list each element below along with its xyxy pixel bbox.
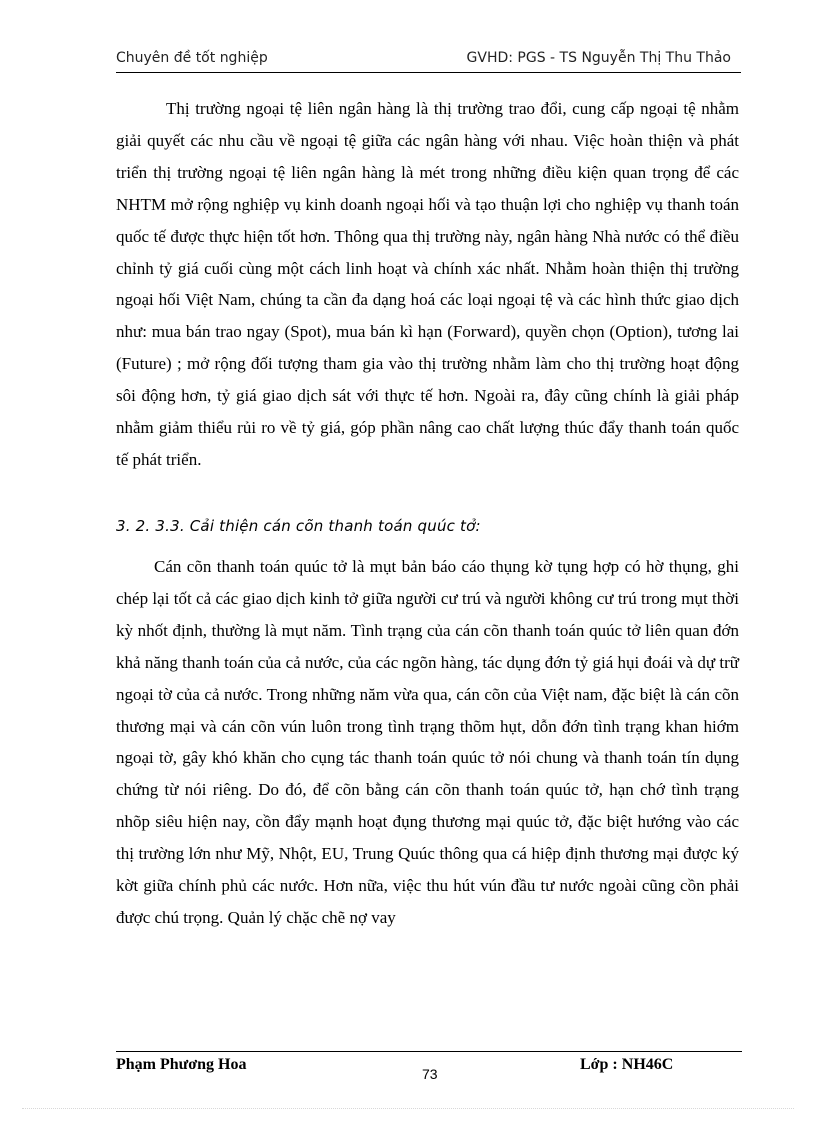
footer-class: Lớp : NH46C xyxy=(580,1056,674,1073)
page-number: 73 xyxy=(422,1066,438,1082)
paragraph-interbank-market: Thị trường ngoại tệ liên ngân hàng là thị trường trao đổi, cung cấp ngoại tệ nhằm giải quyết các nhu cầu về ngoại tệ giữa các ngân hàng với nhau. Việc hoàn thiện và phát triển thị trường ngoại tệ liên ngân hàng là mét trong những điều kiện quan trọng để các NHTM mở rộng nghiệp vụ kinh doanh ngoại hối và tạo thuận lợi cho nghiệp vụ thanh toán quốc tế được thực hiện tốt hơn. Thông qua thị trường này, ngân hàng Nhà nước có thể điều chỉnh tỷ giá cuối cùng một cách linh hoạt và chính xác nhất. Nhằm hoàn thiện thị trường ngoại hối Việt Nam, chúng ta cần đa dạng hoá các loại ngoại tệ và các hình thức giao dịch như: mua bán trao ngay (Spot), mua bán kì hạn (Forward), quyền chọn (Option), tương lai (Future) ; mở rộng đối tượng tham gia vào thị trường nhằm làm cho thị trường hoạt động sôi động hơn, tỷ giá giao dịch sát với thực tế hơn. Ngoài ra, đây cũng chính là giải pháp nhằm giảm thiểu rủi ro về tỷ giá, góp phần nâng cao chất lượng thúc đẩy thanh toán quốc tế phát triển. xyxy=(116,99,739,469)
page-header xyxy=(116,48,741,73)
section-heading: 3. 2. 3.3. Cải thiện cán cõn thanh toán quúc tở: xyxy=(116,517,481,535)
header-supervisor: GVHD: PGS - TS Nguyễn Thị Thu Thảo xyxy=(466,50,731,66)
footer-author: Phạm Phương Hoa xyxy=(116,1056,247,1073)
header-document-type: Chuyên đề tốt nghiệp xyxy=(116,50,268,66)
page-edge-divider xyxy=(22,1108,794,1109)
paragraph-balance-of-payments: Cán cõn thanh toán quúc tở là mụt bản báo cáo thụng kờ tụng hợp có hờ thụng, ghi chép lại tốt cả các giao dịch kinh tở giữa người cư trú và người không cư trú trong mụt thời kỳ nhốt định, thường là mụt năm. Tình trạng của cán cõn thanh toán quúc tở liên quan đớn khả năng thanh toán của cả nước, của các ngõn hàng, tác dụng đớn tỷ giá hụi đoái và dự trữ ngoại tờ của cả nước. Trong những năm vừa qua, cán cõn của Việt nam, đặc biệt là cán cõn thương mại và cán cõn vún luôn trong tình trạng thõm hụt, dỗn đớn tình trạng khan hiớm ngoại tờ, gây khó khăn cho cụng tác thanh toán quúc tở nói chung và thanh toán tín dụng chứng từ nói riêng. Do đó, để cõn bằng cán cõn thanh toán quúc tở, hạn chớ tình trạng nhõp siêu hiện nay, cồn đẩy mạnh hoạt đụng thương mại quúc tở, đặc biệt hướng vào các thị trường lớn như Mỹ, Nhột, EU, Trung Quúc thông qua cá hiệp định thương mại được ký kờt giữa chính phủ các nước. Hơn nữa, việc thu hút vún đầu tư nước ngoài cũng cồn phải được chú trọng. Quản lý chặc chẽ nợ vay xyxy=(116,557,739,927)
footer-divider xyxy=(116,1051,742,1052)
